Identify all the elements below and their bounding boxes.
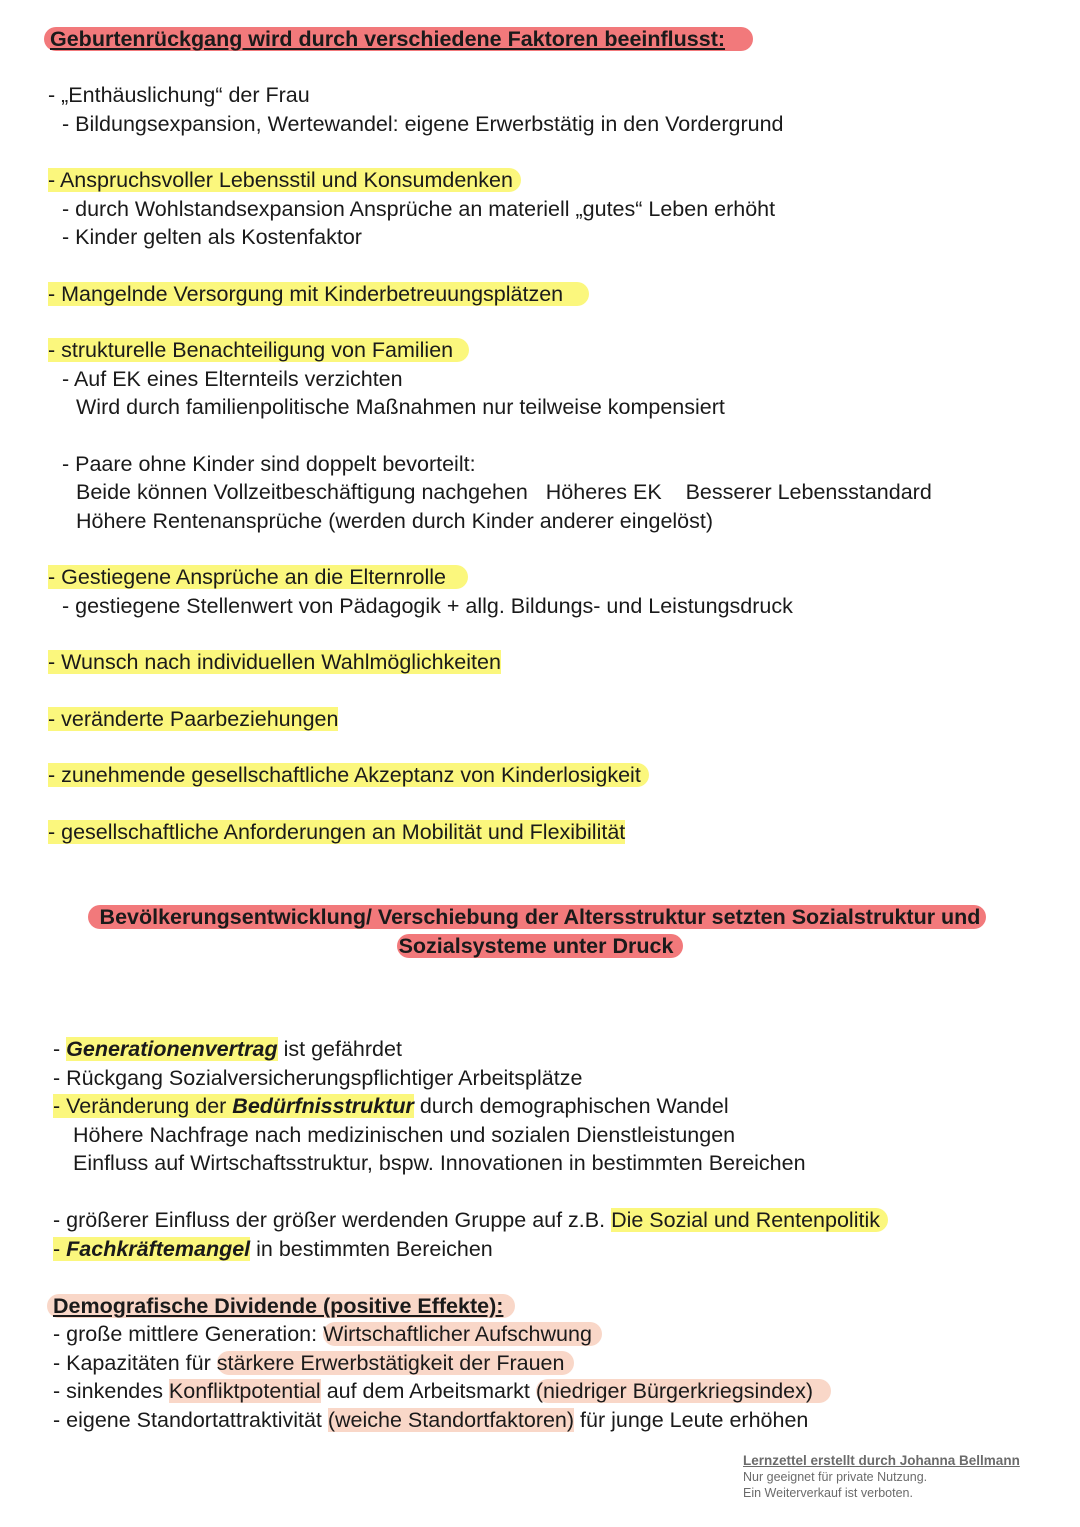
list-item: - Kinder gelten als Kostenfaktor (62, 225, 362, 249)
list-item: - gestiegene Stellenwert von Pädagogik + allg. Bildungs- und Leistungsdruck (62, 594, 793, 618)
list-item: - Anspruchsvoller Lebensstil und Konsumdenken (48, 166, 521, 194)
section3-heading: Demografische Dividende (positive Effekte): (53, 1292, 515, 1320)
list-item: - gesellschaftliche Anforderungen an Mobilität und Flexibilität (48, 820, 626, 844)
section1-heading: Geburtenrückgang wird durch verschiedene Faktoren beeinflusst: (50, 25, 753, 53)
list-item: Wird durch familienpolitische Maßnahmen nur teilweise kompensiert (76, 395, 725, 419)
list-item: - durch Wohlstandsexpansion Ansprüche an materiell „gutes“ Leben erhöht (62, 197, 776, 221)
list-item: - Paare ohne Kinder sind doppelt bevorteilt: (62, 452, 476, 476)
footer-title: Lernzettel erstellt durch Johanna Bellmann (743, 1453, 1020, 1468)
list-item: - große mittlere Generation: Wirtschaftlicher Aufschwung (53, 1320, 602, 1348)
list-item: - Veränderung der Bedürfnisstruktur durch demographischen Wandel (53, 1094, 729, 1118)
list-item: - sinkendes Konfliktpotential auf dem Arbeitsmarkt (niedriger Bürgerkriegsindex) (53, 1377, 831, 1405)
list-item: - eigene Standortattraktivität (weiche Standortfaktoren) für junge Leute erhöhen (53, 1408, 809, 1432)
footer-line: Nur geeignet für private Nutzung. (743, 1470, 928, 1484)
list-item: Höhere Nachfrage nach medizinischen und sozialen Dienstleistungen (73, 1123, 736, 1147)
list-item: - strukturelle Benachteiligung von Familien (48, 336, 469, 364)
footer-line: Ein Weiterverkauf ist verboten. (743, 1486, 913, 1500)
list-item: Einfluss auf Wirtschaftsstruktur, bspw. Innovationen in bestimmten Bereichen (73, 1151, 806, 1175)
section2-heading-line1: Bevölkerungsentwicklung/ Verschiebung der Altersstruktur setzten Sozialstruktur und (42, 903, 1032, 931)
list-item: Höhere Rentenansprüche (werden durch Kinder anderer eingelöst) (76, 509, 714, 533)
list-item: - zunehmende gesellschaftliche Akzeptanz von Kinderlosigkeit (48, 761, 649, 789)
list-item: - Bildungsexpansion, Wertewandel: eigene Erwerbstätig in den Vordergrund (62, 112, 784, 136)
list-item: - Mangelnde Versorgung mit Kinderbetreuungsplätzen (48, 280, 589, 308)
list-item: - Generationenvertrag ist gefährdet (53, 1037, 402, 1061)
list-item: - Auf EK eines Elternteils verzichten (62, 367, 403, 391)
list-item: Beide können Vollzeitbeschäftigung nachgehen Höheres EK Besserer Lebensstandard (76, 480, 932, 504)
section2-heading-line2: Sozialsysteme unter Druck (0, 932, 1080, 960)
list-item: - Kapazitäten für stärkere Erwerbstätigkeit der Frauen (53, 1349, 574, 1377)
list-item: - größerer Einfluss der größer werdenden Gruppe auf z.B. Die Sozial und Rentenpolitik (53, 1206, 888, 1234)
list-item: - „Enthäuslichung“ der Frau (48, 83, 310, 107)
list-item: - Gestiegene Ansprüche an die Elternrolle (48, 563, 468, 591)
list-item: - veränderte Paarbeziehungen (48, 707, 339, 731)
list-item: - Fachkräftemangel in bestimmten Bereichen (53, 1237, 493, 1261)
list-item: - Wunsch nach individuellen Wahlmöglichkeiten (48, 650, 501, 674)
footer (743, 1453, 1020, 1501)
list-item: - Rückgang Sozialversicherungspflichtiger Arbeitsplätze (53, 1066, 583, 1090)
